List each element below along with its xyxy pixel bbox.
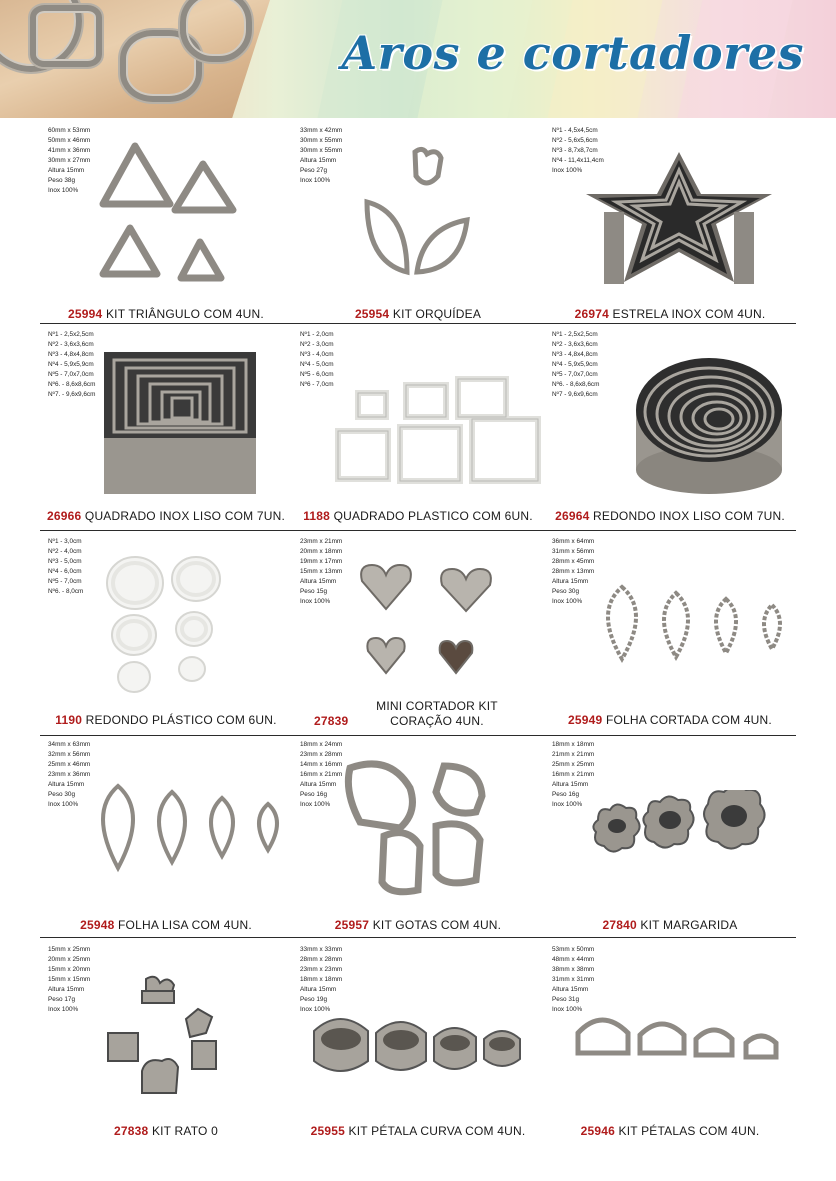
product-card[interactable] bbox=[40, 941, 292, 1145]
mouse-cutters-icon bbox=[102, 973, 232, 1103]
product-specs: Nº1 - 4,5x4,5cm Nº2 - 5,6x5,6cm Nº3 - 8,7x8,7cm Nº4 - 11,4x11,4cm Inox 100% bbox=[552, 127, 604, 174]
product-specs: Nº1 - 2,5x2,5cm Nº2 - 3,6x3,6cm Nº3 - 4,8x4,8cm Nº4 - 5,9x5,9cm Nº5 - 7,0x7,0cm Nº6. - 8,6x8,6cm Nº7 - 9,6x9,6cm bbox=[552, 331, 600, 398]
product-specs: 18mm x 24mm 23mm x 28mm 14mm x 16mm 16mm x 21mm Altura 15mm Peso 16g Inox 100% bbox=[300, 741, 343, 808]
petal-cutters-icon bbox=[572, 1009, 796, 1069]
page-header bbox=[0, 0, 836, 118]
product-card[interactable] bbox=[544, 533, 796, 737]
product-caption: 25954 KIT ORQUÍDEA bbox=[354, 307, 482, 321]
product-specs: 36mm x 64mm 31mm x 56mm 28mm x 45mm 28mm x 13mm Altura 15mm Peso 30g Inox 100% bbox=[552, 538, 595, 605]
round-plastic-cutters-icon bbox=[100, 553, 230, 703]
round-steel-cutters-icon bbox=[634, 354, 784, 499]
product-card[interactable] bbox=[40, 326, 292, 530]
product-caption: 27840 KIT MARGARIDA bbox=[602, 918, 738, 932]
product-row bbox=[40, 941, 796, 1145]
product-caption: 27839 MINI CORTADOR KIT CORAÇÃO 4UN. bbox=[314, 699, 498, 728]
leaf-cutters-icon bbox=[92, 780, 292, 880]
product-card[interactable] bbox=[544, 736, 796, 940]
orchid-cutters-icon bbox=[347, 142, 497, 292]
row-divider bbox=[40, 530, 796, 531]
header-photo bbox=[0, 0, 270, 118]
row-divider bbox=[40, 937, 796, 938]
product-card[interactable] bbox=[292, 941, 544, 1145]
product-specs: 33mm x 33mm 28mm x 28mm 23mm x 23mm 18mm x 18mm Altura 15mm Peso 19g Inox 100% bbox=[300, 946, 343, 1013]
product-card[interactable] bbox=[292, 326, 544, 530]
product-specs: Nº1 - 2,5x2,5cm Nº2 - 3,6x3,6cm Nº3 - 4,8x4,8cm Nº4 - 5,9x5,9cm Nº5 - 7,0x7,0cm Nº6. - 8,6x8,6cm Nº7. - 9,6x9,6cm bbox=[48, 331, 96, 398]
product-row bbox=[40, 326, 796, 530]
product-card[interactable] bbox=[544, 941, 796, 1145]
product-row bbox=[40, 533, 796, 737]
product-card[interactable] bbox=[292, 736, 544, 940]
product-specs: 53mm x 50mm 48mm x 44mm 38mm x 38mm 31mm x 31mm Altura 15mm Peso 31g Inox 100% bbox=[552, 946, 595, 1013]
product-specs: 18mm x 18mm 21mm x 21mm 25mm x 25mm 16mm x 21mm Altura 15mm Peso 16g Inox 100% bbox=[552, 741, 595, 808]
cutter-ring-image bbox=[180, 0, 252, 62]
product-row bbox=[40, 122, 796, 326]
product-card[interactable] bbox=[40, 736, 292, 940]
product-specs: 33mm x 42mm 30mm x 55mm 30mm x 55mm Altura 15mm Peso 27g Inox 100% bbox=[300, 127, 343, 184]
product-specs: 15mm x 25mm 20mm x 25mm 15mm x 20mm 15mm x 15mm Altura 15mm Peso 17g Inox 100% bbox=[48, 946, 91, 1013]
product-specs: 60mm x 53mm 50mm x 46mm 41mm x 36mm 30mm x 27mm Altura 15mm Peso 38g Inox 100% bbox=[48, 127, 91, 194]
product-card[interactable] bbox=[292, 122, 544, 326]
drop-cutters-icon bbox=[340, 756, 500, 906]
product-caption: 1188 QUADRADO PLASTICO COM 6UN. bbox=[303, 509, 533, 523]
cutter-ring-image bbox=[30, 5, 102, 67]
daisy-cutters-icon bbox=[584, 790, 784, 880]
product-caption: 25994 KIT TRIÂNGULO COM 4UN. bbox=[68, 307, 264, 321]
serrated-leaf-cutters-icon bbox=[600, 581, 800, 671]
product-caption: 26964 REDONDO INOX LISO COM 7UN. bbox=[555, 509, 785, 523]
product-card[interactable] bbox=[544, 122, 796, 326]
product-caption: 27838 KIT RATO 0 bbox=[114, 1124, 218, 1138]
page-title: Aros e cortadores bbox=[341, 26, 804, 80]
product-specs: 34mm x 63mm 32mm x 56mm 25mm x 46mm 23mm x 36mm Altura 15mm Peso 30g Inox 100% bbox=[48, 741, 91, 808]
curved-petal-cutters-icon bbox=[308, 1011, 538, 1081]
product-caption: 25946 KIT PÉTALAS COM 4UN. bbox=[580, 1124, 760, 1138]
product-caption: 1190 REDONDO PLÁSTICO COM 6UN. bbox=[55, 713, 277, 727]
product-caption: 25948 FOLHA LISA COM 4UN. bbox=[80, 918, 252, 932]
product-specs: 23mm x 21mm 20mm x 18mm 19mm x 17mm 15mm x 13mm Altura 15mm Peso 15g Inox 100% bbox=[300, 538, 343, 605]
product-caption: 25949 FOLHA CORTADA COM 4UN. bbox=[568, 713, 772, 727]
product-card[interactable] bbox=[40, 533, 292, 737]
square-plastic-cutters-icon bbox=[312, 371, 542, 491]
triangle-cutters-icon bbox=[95, 136, 245, 291]
product-card[interactable] bbox=[292, 533, 544, 737]
star-cutters-icon bbox=[584, 152, 774, 297]
product-row bbox=[40, 736, 796, 940]
product-caption: 26966 QUADRADO INOX LISO COM 7UN. bbox=[46, 509, 286, 523]
row-divider bbox=[40, 323, 796, 324]
square-steel-cutters-icon bbox=[100, 348, 260, 498]
product-caption: 26974 ESTRELA INOX COM 4UN. bbox=[574, 307, 766, 321]
product-specs: Nº1 - 3,0cm Nº2 - 4,0cm Nº3 - 5,0cm Nº4 - 6,0cm Nº5 - 7,0cm Nº6. - 8,0cm bbox=[48, 538, 84, 595]
product-caption: 25955 KIT PÉTALA CURVA COM 4UN. bbox=[310, 1124, 526, 1138]
product-caption: 25957 KIT GOTAS COM 4UN. bbox=[334, 918, 502, 932]
heart-cutters-icon bbox=[356, 561, 496, 691]
product-card[interactable] bbox=[40, 122, 292, 326]
product-specs: Nº1 - 2,0cm Nº2 - 3,0cm Nº3 - 4,0cm Nº4 - 5,0cm Nº5 - 6,0cm Nº6 - 7,0cm bbox=[300, 331, 334, 388]
product-card[interactable] bbox=[544, 326, 796, 530]
